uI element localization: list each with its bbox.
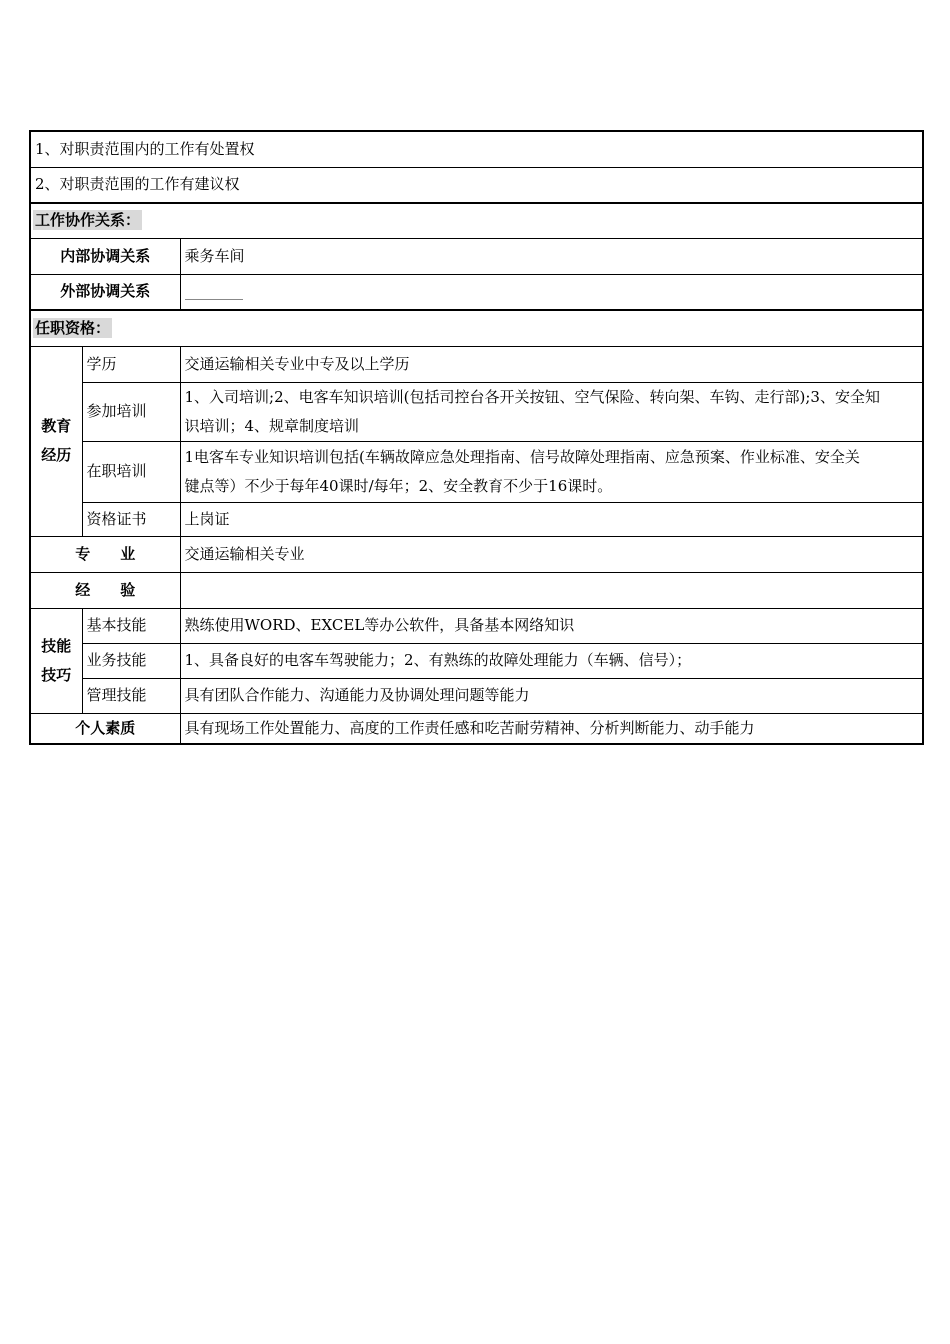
external-coordination-row xyxy=(30,274,923,310)
cooperation-section-title: 工作协作关系： xyxy=(35,211,141,230)
internal-coordination-label: 内部协调关系 xyxy=(30,238,180,274)
degree-value: 交通运输相关专业中专及以上学历 xyxy=(180,346,923,382)
training-line-2: 识培训；4、规章制度培训 xyxy=(184,416,360,435)
onjob-training-line-2: 键点等）不少于每年40课时/每年；2、安全教育不少于16课时。 xyxy=(184,476,613,495)
management-skill-row xyxy=(30,678,923,713)
training-label: 参加培训 xyxy=(82,382,180,441)
training-value xyxy=(180,382,923,441)
qualification-section-title: 任职资格： xyxy=(35,318,111,337)
basic-skill-label: 基本技能 xyxy=(82,608,180,643)
personal-quality-row xyxy=(30,713,923,744)
job-description-table xyxy=(29,130,924,745)
basic-skill-value: 熟练使用WORD、EXCEL等办公软件，具备基本网络知识 xyxy=(180,608,923,643)
skills-label xyxy=(30,608,82,713)
onjob-training-label: 在职培训 xyxy=(82,441,180,502)
authority-item-2: 2、对职责范围的工作有建议权 xyxy=(30,167,923,203)
authority-row-1 xyxy=(30,131,923,167)
degree-label: 学历 xyxy=(82,346,180,382)
external-coordination-value xyxy=(180,274,923,310)
education-label xyxy=(30,346,82,536)
education-degree-row xyxy=(30,346,923,382)
certificate-label: 资格证书 xyxy=(82,502,180,536)
personal-quality-label: 个人素质 xyxy=(30,713,180,744)
major-value: 交通运输相关专业 xyxy=(180,536,923,572)
business-skill-value: 1、具备良好的电客车驾驶能力；2、有熟练的故障处理能力（车辆、信号）； xyxy=(180,643,923,678)
basic-skill-row xyxy=(30,608,923,643)
management-skill-value: 具有团队合作能力、沟通能力及协调处理问题等能力 xyxy=(180,678,923,713)
experience-value xyxy=(180,572,923,608)
onjob-training-row xyxy=(30,441,923,502)
blank-underline xyxy=(185,285,243,300)
personal-quality-value: 具有现场工作处置能力、高度的工作责任感和吃苦耐劳精神、分析判断能力、动手能力 xyxy=(180,713,923,744)
certificate-value: 上岗证 xyxy=(180,502,923,536)
education-label-line1: 教育 xyxy=(41,417,72,435)
certificate-row xyxy=(30,502,923,536)
education-label-line2: 经历 xyxy=(41,446,72,464)
cooperation-header-row xyxy=(30,203,923,238)
training-row xyxy=(30,382,923,441)
internal-coordination-row xyxy=(30,238,923,274)
authority-row-2 xyxy=(30,167,923,203)
business-skill-label: 业务技能 xyxy=(82,643,180,678)
skills-label-line2: 技巧 xyxy=(41,665,72,684)
onjob-training-value xyxy=(180,441,923,502)
qualification-header-row xyxy=(30,310,923,346)
management-skill-label: 管理技能 xyxy=(82,678,180,713)
skills-label-line1: 技能 xyxy=(41,636,72,655)
authority-item-1: 1、对职责范围内的工作有处置权 xyxy=(30,131,923,167)
major-row xyxy=(30,536,923,572)
onjob-training-line-1: 1电客车专业知识培训包括(车辆故障应急处理指南、信号故障处理指南、应急预案、作业标准、安全关 xyxy=(184,447,860,466)
major-label: 专 业 xyxy=(30,536,180,572)
internal-coordination-value: 乘务车间 xyxy=(180,238,923,274)
external-coordination-label: 外部协调关系 xyxy=(30,274,180,310)
training-line-1: 1、入司培训;2、电客车知识培训(包括司控台各开关按钮、空气保险、转向架、车钩、走行部);3、安全知 xyxy=(184,387,880,406)
experience-row xyxy=(30,572,923,608)
experience-label: 经 验 xyxy=(30,572,180,608)
business-skill-row xyxy=(30,643,923,678)
